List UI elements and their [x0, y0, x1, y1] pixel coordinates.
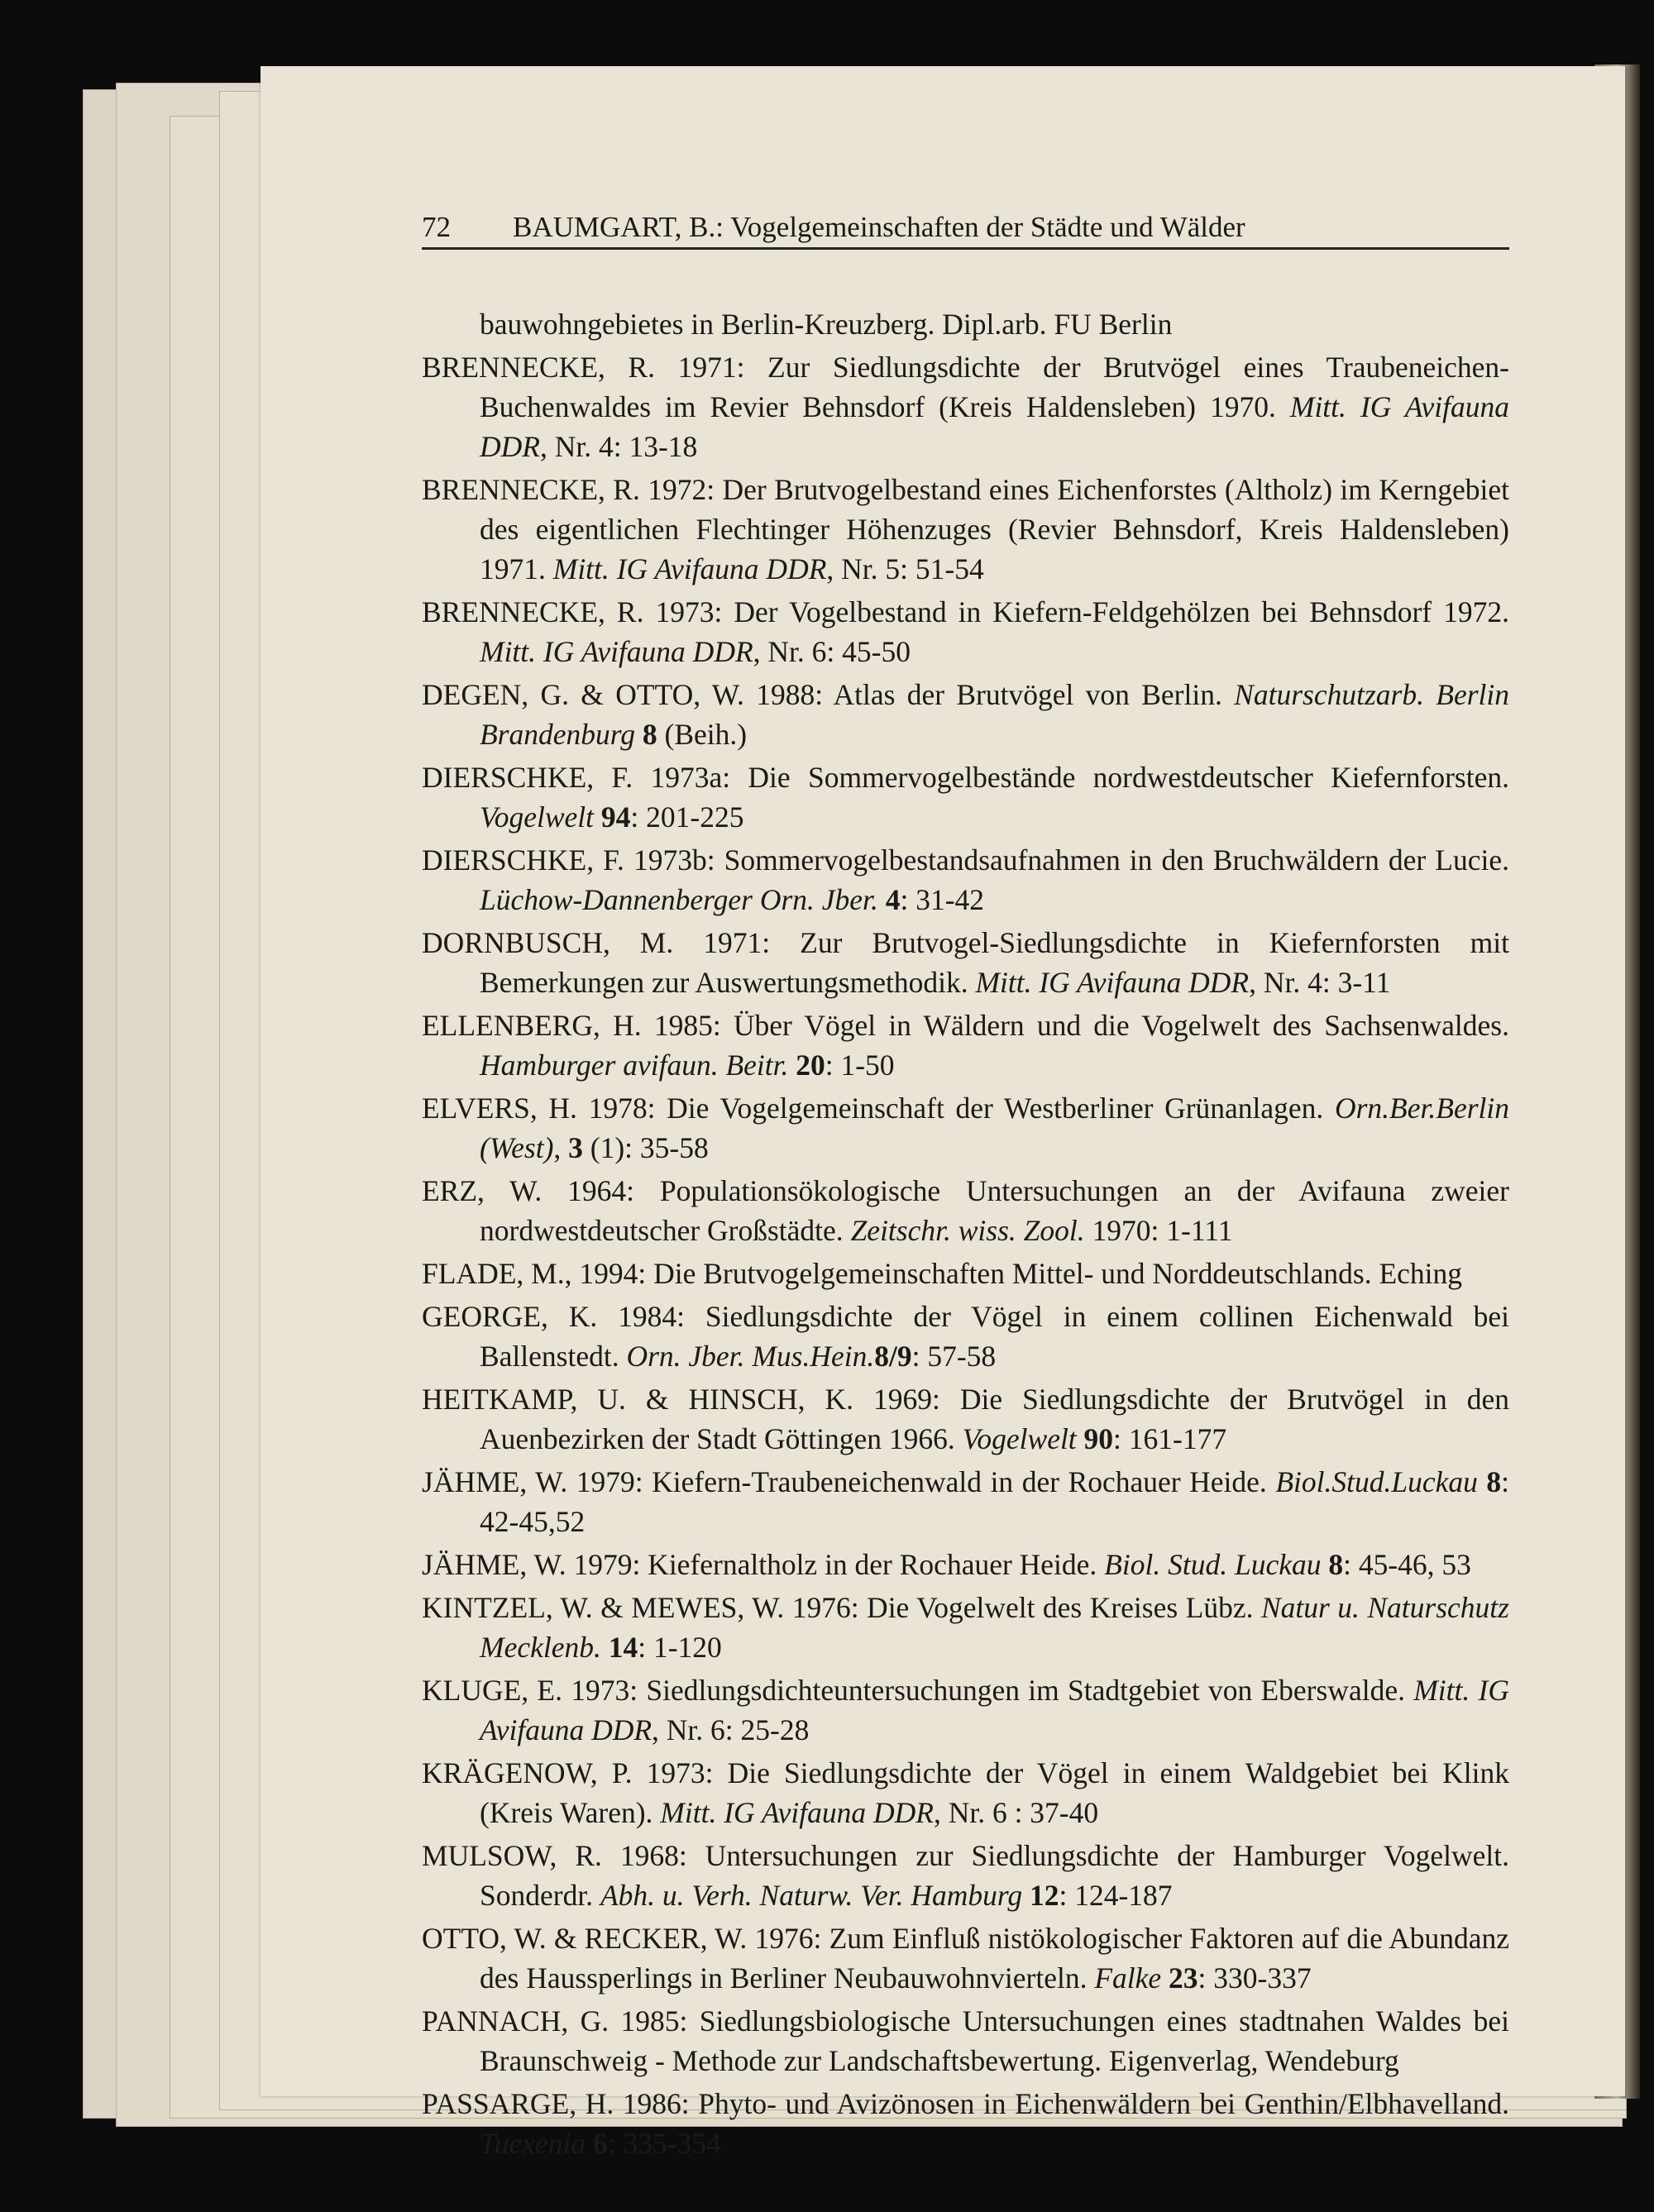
reference-text: , Nr. 5: 51-54 — [826, 552, 984, 585]
journal-title: Vogelwelt — [962, 1422, 1077, 1455]
journal-title: Lüchow-Dannenberger Orn. Jber. — [480, 883, 878, 916]
reference-text: : 201-225 — [630, 800, 744, 834]
reference-text: : 161-177 — [1113, 1422, 1227, 1455]
journal-title: Naturschutzarb. Berlin Brandenburg — [480, 678, 1510, 751]
reference-entry — [422, 1836, 1509, 1915]
reference-text: bauwohngebietes in Berlin-Kreuzberg. Dipl.arb. FU Berlin — [480, 308, 1173, 341]
reference-entry — [422, 1254, 1509, 1293]
reference-text: DORNBUSCH, M. 1971: Zur Brutvogel-Siedlungsdichte in Kiefernforsten mit Bemerkungen zur Auswertungsmethodik. — [422, 926, 1509, 999]
reference-entry — [422, 1588, 1509, 1667]
reference-text: , Nr. 6: 45-50 — [753, 635, 911, 668]
journal-title: Orn. Jber. Mus.Hein. — [626, 1340, 875, 1373]
reference-text: ERZ, W. 1964: Populationsökologische Untersuchungen an der Avifauna zweier nordwestdeutscher Großstädte. — [422, 1174, 1509, 1247]
reference-text: : 42-45,52 — [480, 1465, 1509, 1538]
reference-text: , Nr. 4: 13-18 — [539, 430, 698, 463]
volume-number: 20 — [796, 1049, 825, 1082]
reference-text — [788, 1049, 796, 1082]
journal-title: Abh. u. Verh. Naturw. Ver. Hamburg — [600, 1879, 1023, 1912]
reference-entry — [422, 592, 1509, 671]
volume-number: 23 — [1169, 1961, 1198, 1995]
reference-text: MULSOW, R. 1968: Untersuchungen zur Siedlungsdichte der Hamburger Vogelwelt. Sonderdr. — [422, 1839, 1509, 1912]
reference-text: 1970: 1-111 — [1084, 1214, 1233, 1247]
reference-text: PASSARGE, H. 1986: Phyto- und Avizönosen in Eichenwäldern bei Genthin/Elbhavelland. — [422, 2087, 1509, 2120]
reference-text: ELVERS, H. 1978: Die Vogelgemeinschaft der Westberliner Grünanlagen. — [422, 1092, 1335, 1125]
reference-text: : 1-120 — [638, 1631, 722, 1664]
reference-text: KRÄGENOW, P. 1973: Die Siedlungsdichte der Vögel in einem Waldgebiet bei Klink (Kreis Waren). — [422, 1756, 1509, 1829]
reference-text: : 1-50 — [825, 1049, 895, 1082]
reference-text: (1): 35-58 — [582, 1131, 709, 1164]
running-header — [422, 211, 1509, 250]
journal-title: Mitt. IG Avifauna DDR — [480, 635, 753, 668]
reference-text: : 330-337 — [1197, 1961, 1312, 1995]
reference-text: HEITKAMP, U. & HINSCH, K. 1969: Die Siedlungsdichte der Brutvögel in den Auenbezirken der Stadt Göttingen 1966. — [422, 1383, 1509, 1455]
reference-list — [422, 304, 1509, 2167]
reference-text: DIERSCHKE, F. 1973b: Sommervogelbestandsaufnahmen in den Bruchwäldern der Lucie. — [422, 843, 1509, 877]
reference-entry — [422, 675, 1509, 754]
journal-title: Hamburger avifaun. Beitr. — [480, 1049, 789, 1082]
reference-text: KLUGE, E. 1973: Siedlungsdichteuntersuchungen im Stadtgebiet von Eberswalde. — [422, 1674, 1414, 1707]
reference-entry — [422, 923, 1509, 1002]
journal-title: Natur u. Naturschutz Mecklenb. — [480, 1591, 1509, 1664]
reference-entry — [422, 1918, 1509, 1998]
reference-text: GEORGE, K. 1984: Siedlungsdichte der Vögel in einem collinen Eichenwald bei Ballenstedt. — [422, 1300, 1509, 1373]
volume-number: 8/9 — [874, 1340, 912, 1373]
volume-number: 90 — [1083, 1422, 1114, 1455]
journal-title: Mitt. IG Avifauna DDR — [552, 552, 827, 585]
reference-entry — [422, 1379, 1509, 1459]
reference-entry — [422, 1171, 1509, 1250]
journal-title: Mitt. IG Avifauna DDR — [975, 966, 1250, 999]
volume-number: 6 — [593, 2127, 608, 2160]
volume-number: 8 — [1328, 1548, 1344, 1581]
reference-text: KINTZEL, W. & MEWES, W. 1976: Die Vogelwelt des Kreises Lübz. — [422, 1591, 1261, 1624]
reference-text: BRENNECKE, R. 1973: Der Vogelbestand in Kiefern-Feldgehölzen bei Behnsdorf 1972. — [422, 595, 1509, 628]
reference-text: PANNACH, G. 1985: Siedlungsbiologische Untersuchungen eines stadtnahen Waldes bei Braunschweig - Methode zur Landschaftsbewertung. Eigenverlag, Wendeburg — [422, 2004, 1509, 2077]
reference-text: (Beih.) — [657, 718, 748, 751]
reference-text: , Nr. 6: 25-28 — [652, 1713, 810, 1746]
reference-entry — [422, 1545, 1509, 1584]
volume-number: 14 — [608, 1631, 638, 1664]
reference-text: BRENNECKE, R. 1971: Zur Siedlungsdichte der Brutvögel eines Traubeneichen-Buchenwaldes im Revier Behnsdorf (Kreis Haldensleben) 1970. — [422, 351, 1509, 423]
journal-title: Biol.Stud.Luckau — [1275, 1465, 1478, 1498]
reference-entry — [422, 2084, 1509, 2163]
reference-text: , Nr. 4: 3-11 — [1249, 966, 1391, 999]
reference-text: , — [553, 1131, 569, 1164]
volume-number: 8 — [642, 718, 657, 751]
reference-text: DEGEN, G. & OTTO, W. 1988: Atlas der Brutvögel von Berlin. — [422, 678, 1235, 711]
volume-number: 3 — [568, 1131, 583, 1164]
volume-number: 4 — [885, 883, 901, 916]
reference-entry — [422, 1670, 1509, 1750]
reference-text — [594, 800, 601, 834]
reference-entry — [422, 840, 1509, 920]
reference-text: OTTO, W. & RECKER, W. 1976: Zum Einfluß nistökologischer Faktoren auf die Abundanz des Haussperlings in Berliner Neubauwohnvierteln. — [422, 1922, 1509, 1995]
reference-text — [1161, 1961, 1169, 1995]
volume-number: 8 — [1486, 1465, 1502, 1498]
reference-text — [1478, 1465, 1487, 1498]
reference-entry — [422, 2001, 1509, 2081]
reference-text: , Nr. 6 : 37-40 — [933, 1796, 1099, 1829]
reference-text: : 335-354 — [607, 2127, 721, 2160]
reference-text: DIERSCHKE, F. 1973a: Die Sommervogelbestände nordwestdeutscher Kiefernforsten. — [422, 761, 1509, 794]
reference-text — [586, 2127, 593, 2160]
journal-title: Mitt. IG Avifauna DDR — [660, 1796, 934, 1829]
reference-entry — [422, 1297, 1509, 1376]
reference-text: JÄHME, W. 1979: Kiefernaltholz in der Rochauer Heide. — [422, 1548, 1105, 1581]
reference-text — [1022, 1879, 1030, 1912]
reference-entry — [422, 304, 1509, 344]
reference-text: JÄHME, W. 1979: Kiefern-Traubeneichenwald in der Rochauer Heide. — [422, 1465, 1276, 1498]
reference-text: : 124-187 — [1059, 1879, 1173, 1912]
reference-entry — [422, 1462, 1509, 1541]
reference-text: FLADE, M., 1994: Die Brutvogelgemeinschaften Mittel- und Norddeutschlands. Eching — [422, 1257, 1463, 1290]
journal-title: Orn.Ber.Berlin (West) — [480, 1092, 1509, 1164]
reference-text: : 57-58 — [911, 1340, 997, 1373]
reference-entry — [422, 470, 1509, 589]
journal-title: Biol. Stud. Luckau — [1104, 1548, 1322, 1581]
volume-number: 12 — [1030, 1879, 1059, 1912]
journal-title: Falke — [1094, 1961, 1162, 1995]
reference-entry — [422, 1006, 1509, 1085]
reference-entry — [422, 347, 1509, 466]
reference-text — [601, 1631, 609, 1664]
reference-text — [1321, 1548, 1328, 1581]
journal-title: Mitt. IG Avifauna DDR — [480, 1674, 1509, 1746]
reference-text — [878, 883, 886, 916]
reference-text — [635, 718, 643, 751]
journal-title: Vogelwelt — [480, 800, 595, 834]
reference-entry — [422, 1088, 1509, 1168]
reference-text: ELLENBERG, H. 1985: Über Vögel in Wäldern und die Vogelwelt des Sachsenwaldes. — [422, 1009, 1509, 1042]
reference-entry — [422, 1753, 1509, 1832]
reference-entry — [422, 757, 1509, 837]
reference-text: : 45-46, 53 — [1343, 1548, 1471, 1581]
journal-title: Zeitschr. wiss. Zool. — [850, 1214, 1085, 1247]
running-title: BAUMGART, B.: Vogelgemeinschaften der Städte und Wälder — [513, 211, 1245, 243]
volume-number: 94 — [600, 800, 631, 834]
reference-text: : 31-42 — [900, 883, 985, 916]
reference-text: BRENNECKE, R. 1972: Der Brutvogelbestand eines Eichenforstes (Altholz) im Kerngebiet des eigentlichen Flechtinger Höhenzuges (Revier Behnsdorf, Kreis Haldensleben) 1971. — [422, 473, 1509, 585]
journal-title: Tuexenia — [480, 2127, 586, 2160]
page-number: 72 — [422, 211, 451, 243]
journal-title: Mitt. IG Avifauna DDR — [480, 390, 1510, 463]
reference-text — [1077, 1422, 1084, 1455]
